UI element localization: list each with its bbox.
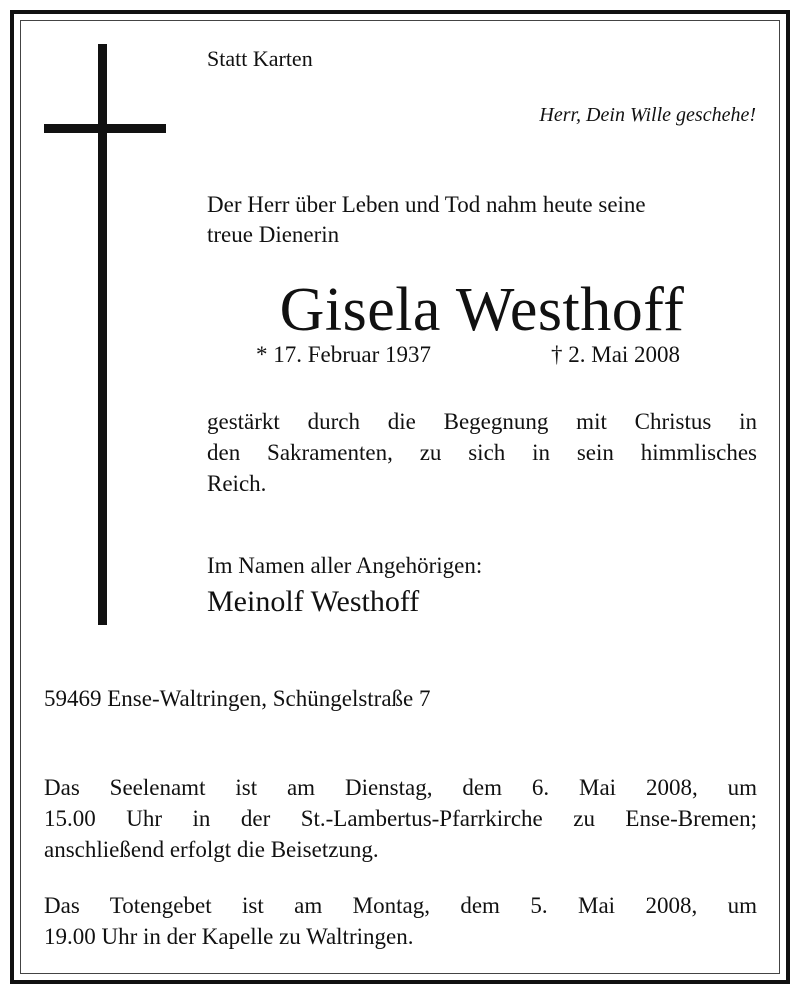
comfort-text <box>207 406 757 499</box>
statt-karten-label: Statt Karten <box>207 46 313 71</box>
requiem-paragraph <box>44 772 757 865</box>
comfort-line: den Sakramenten, zu sich in sein himmlisches <box>207 440 757 465</box>
death-date: † 2. Mai 2008 <box>551 342 681 367</box>
intro-line: treue Dienerin <box>207 222 340 247</box>
comfort-line: Reich. <box>207 471 267 496</box>
deceased-name: Gisela Westhoff <box>279 276 685 344</box>
motto-text: Herr, Dein Wille geschehe! <box>539 104 756 126</box>
family-address: 59469 Ense-Waltringen, Schüngelstraße 7 <box>44 686 431 711</box>
comfort-line: gestärkt durch die Begegnung mit Christus in <box>207 409 757 434</box>
requiem-line: 15.00 Uhr in der St.-Lambertus-Pfarrkirche zu Ense-Bremen; <box>44 806 757 831</box>
signature-name: Meinolf Westhoff <box>207 585 420 618</box>
prayer-line: 19.00 Uhr in der Kapelle zu Waltringen. <box>44 924 414 949</box>
birth-date: * 17. Februar 1937 <box>256 342 432 367</box>
intro-text <box>207 190 757 250</box>
prayer-paragraph <box>44 890 757 952</box>
prayer-line: Das Totengebet ist am Montag, dem 5. Mai 2008, um <box>44 893 757 918</box>
requiem-line: Das Seelenamt ist am Dienstag, dem 6. Mai 2008, um <box>44 775 757 800</box>
requiem-line: anschließend erfolgt die Beisetzung. <box>44 837 379 862</box>
signature-intro: Im Namen aller Angehörigen: <box>207 553 483 578</box>
intro-line: Der Herr über Leben und Tod nahm heute seine <box>207 192 646 217</box>
cross-horizontal-bar <box>44 124 166 133</box>
